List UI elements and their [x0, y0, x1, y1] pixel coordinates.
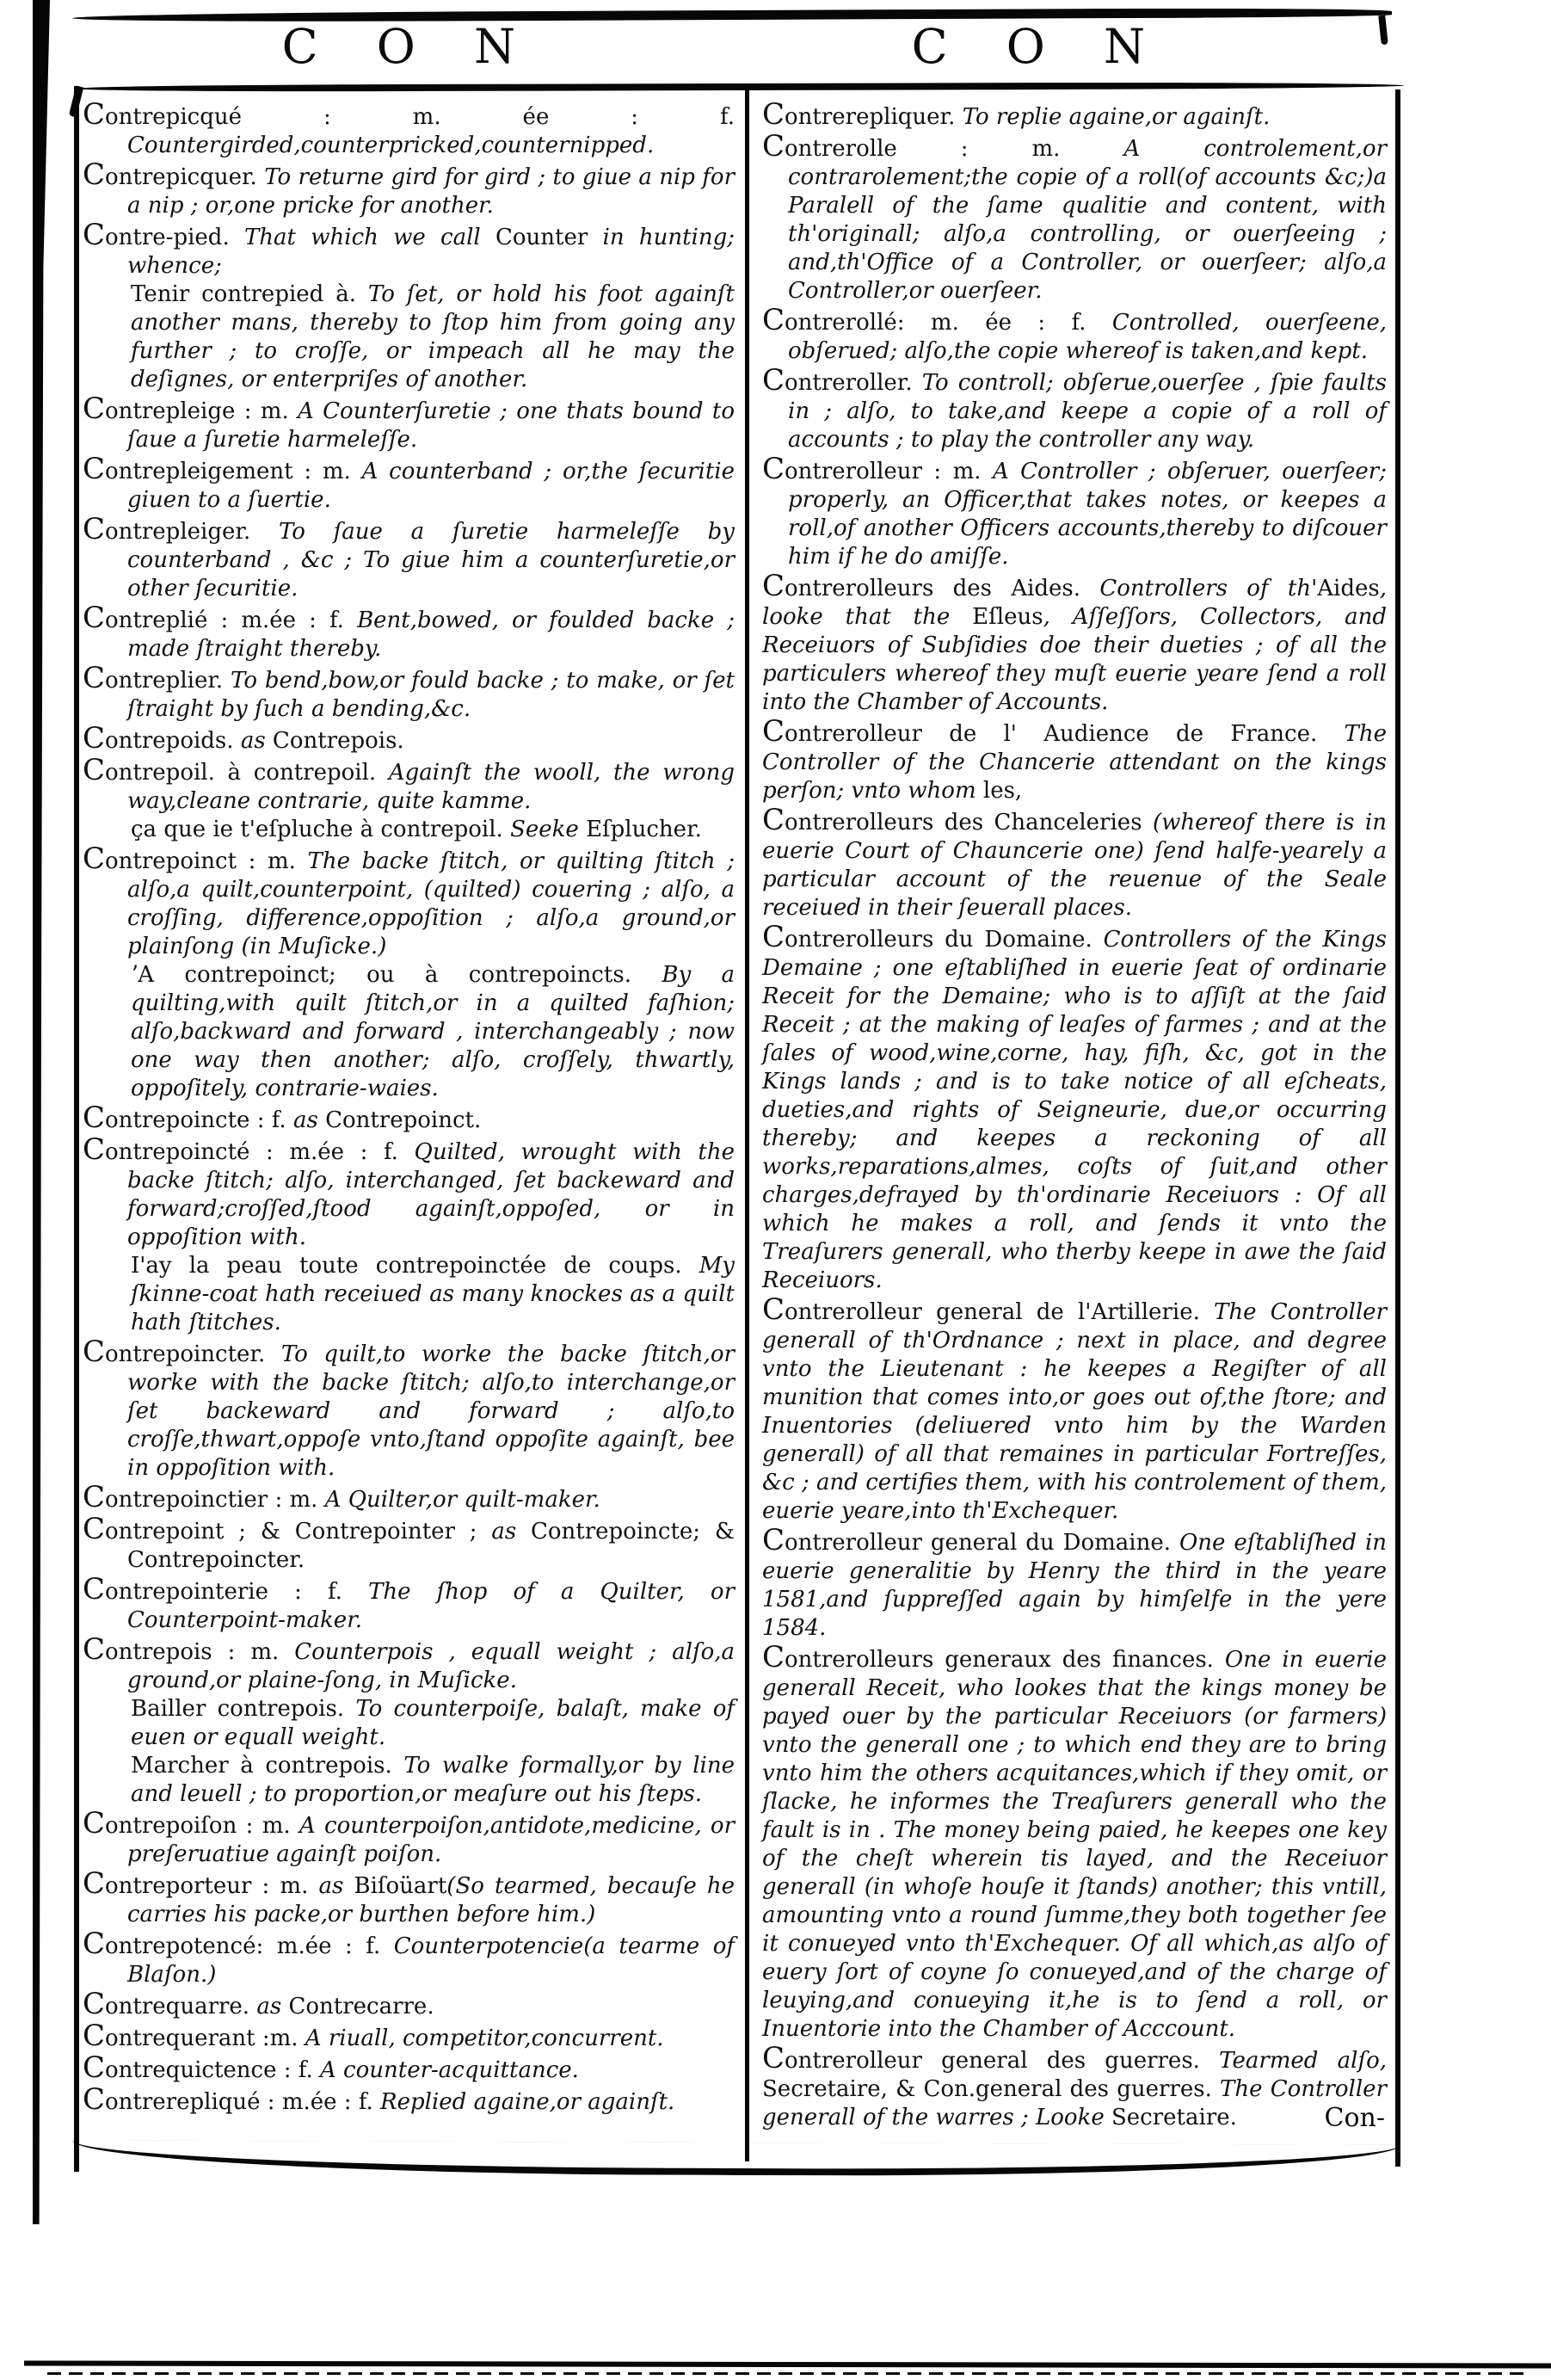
entry-initial-capital: C: [83, 2082, 106, 2117]
entry-gloss-text: (whereof there is in euerie Court of Chauncerie one) ſend halfe-yearely a particular account of the reuenue of the Seale receiued in their ſeuerall places.: [762, 810, 1387, 921]
dictionary-entry: [83, 454, 735, 515]
dictionary-entry: [83, 281, 735, 394]
catchword: Con-: [1324, 2103, 1385, 2133]
entry-initial-capital: C: [762, 363, 785, 398]
entry-initial-capital: C: [762, 97, 785, 132]
entry-gloss-text: To bend,bow,or fould backe ; to make, or ſet ſtraight by ſuch a bending,&c.: [127, 668, 735, 722]
entry-gloss-text: A counter-acquittance.: [320, 2057, 579, 2083]
entry-initial-capital: C: [83, 1512, 106, 1546]
entry-headword-text: Contrerolleur general de l'Artillerie.: [762, 1292, 1215, 1327]
entry-gloss-text: Counterpois , equall weight ; alſo,a ground,or plaine-ſong, in Muſicke.: [127, 1639, 735, 1693]
entry-gloss-text: Replied againe,or againſt.: [380, 2089, 675, 2115]
entry-gloss-text: (So tearmed, becauſe he carries his packe,or burthen before him.): [127, 1873, 735, 1927]
entry-headword-text: Tenir contrepied à.: [131, 281, 368, 307]
dictionary-entry: [762, 305, 1387, 366]
entry-headword-text: Contreroller.: [762, 363, 922, 398]
dictionary-entry: [83, 1806, 735, 1869]
dictionary-entry: [83, 1929, 735, 1989]
entry-initial-capital: C: [83, 2050, 106, 2085]
entry-headword-text: Contrecarre.: [288, 1994, 434, 2019]
entry-headword-text: Eſplucher.: [586, 817, 702, 842]
entry-gloss-text: To ſaue a ſuretie harmeleſſe by counterband , &c ; To giue him a counterſuretie,or other ſecuritie.: [127, 519, 735, 601]
entry-gloss-text: A riuall, competitor,concurrent.: [305, 2025, 664, 2051]
entry-gloss-text: as: [491, 1519, 531, 1545]
dictionary-entry: [83, 663, 735, 724]
dictionary-entry: [83, 961, 735, 1103]
header-rule: [74, 82, 1404, 92]
entry-gloss-text: Controllers of the Kings Demaine ; one eſtabliſhed in euerie ſeat of ordinarie Receit for the Demaine; who is to aſſiſt at the ſaid Receit ; at the making of leaſes of farmes ; and at the ſales of wood,wine,corne, hay, fiſh, &c, got in the Kings lands ; and is to take notice of all eſcheats, dueties,and rights of Seigneurie, due,or occurring thereby; and keepes a reckoning of all works,reparations,almes, coſts of ſuit,and other charges,defrayed by th'ordinarie Receiuors : Of all which he makes a roll, and ſends it vnto the Treaſurers generall, who therby keepe in awe the ſaid Receiuors.: [762, 927, 1388, 1293]
entry-initial-capital: C: [83, 218, 106, 252]
entry-headword-text: Bailler contrepois.: [131, 1696, 356, 1722]
entry-gloss-text: Quilted, wrought with the backe ſtitch; alſo, interchanged, ſet backeward and forward;croſſed,ſtood againſt,oppoſed, or in oppoſition with.: [127, 1139, 735, 1250]
entry-headword-text: Contrepicqué : m. ée : f.: [83, 97, 735, 132]
dictionary-entry: [83, 2021, 735, 2053]
entry-gloss-text: To returne gird for gird ; to giue a nip for a nip ; or,one pricke for another.: [127, 164, 735, 219]
entry-initial-capital: C: [83, 1927, 106, 1961]
entry-initial-capital: C: [83, 512, 106, 546]
entry-gloss-text: as: [256, 1994, 289, 2019]
entry-gloss-text: The Controller generall of th'Ordnance ; next in place, and degree vnto the Lieutenant : he keepes a Regiſter of all munition that comes into,or goes out of,the ſtore; and Inuentories (deliuered vnto him by the Warden generall) of all that remaines in particular Fortreſſes, &c ; and certifies them, with his controlement of them, euerie yeare,into th'Exchequer.: [762, 1299, 1387, 1524]
entry-headword-text: Contrepoint ; & Contrepointer ;: [83, 1512, 492, 1546]
running-head-left: C O N: [281, 19, 538, 74]
entry-gloss-text: Bent,bowed, or foulded backe ; made ſtraight thereby.: [127, 607, 735, 662]
entry-headword-text: Contrepleigement : m.: [83, 452, 362, 486]
dictionary-entry: [762, 1292, 1387, 1526]
entry-initial-capital: C: [83, 1806, 106, 1840]
entry-gloss-text: That which we call: [243, 225, 495, 250]
entry-headword-text: Contrepois.: [272, 728, 404, 754]
dictionary-entry: [83, 603, 735, 663]
entry-initial-capital: C: [83, 1101, 106, 1135]
entry-initial-capital: C: [83, 1335, 106, 1369]
entry-headword-text: Biſoüart: [354, 1873, 447, 1899]
dictionary-entry: [762, 129, 1387, 305]
entry-headword-text: Contrepois : m.: [83, 1632, 295, 1667]
entry-headword-text: Contrepoinct : m.: [83, 842, 308, 876]
entry-initial-capital: C: [83, 1132, 106, 1167]
entry-gloss-text: The backe ſtitch, or quilting ſtitch ; alſo,a quilt,counterpoint, (quilted) couering ; alſo, a croſſing, difference,oppoſition ; alſo,a ground,or plainſong (in Muſicke.): [127, 848, 735, 959]
entry-initial-capital: C: [762, 1292, 785, 1327]
entry-headword-text: Contrepointerie : f.: [83, 1572, 369, 1606]
entry-initial-capital: C: [762, 1640, 785, 1674]
entry-initial-capital: C: [762, 452, 785, 486]
entry-gloss-text: as: [292, 1107, 326, 1133]
entry-headword-text: Contreplié : m.ée : f.: [83, 601, 358, 635]
entry-headword-text: Contrepoil. à contrepoil.: [83, 753, 389, 787]
dictionary-entry: [762, 363, 1387, 454]
dictionary-entry: [83, 1337, 735, 1483]
entry-headword-text: Contrepoincter.: [83, 1335, 281, 1369]
dictionary-entry: [83, 1252, 735, 1337]
entry-gloss-text: The Controller of the Chancerie attendant on the kings perſon; vnto whom: [762, 721, 1387, 804]
dictionary-entry: [83, 1132, 735, 1252]
page-edge-shadow: [33, 0, 50, 2224]
entry-gloss-text: By a quilting,with quilt ſtitch,or in a quilted faſhion; alſo,backward and forward , interchangeably ; now one way then another; alſo, croſſely, thwartly, oppoſitely, contrarie-waies.: [131, 962, 735, 1101]
entry-gloss-text: as: [240, 728, 273, 754]
entry-gloss-text: A Counterſuretie ; one thats bound to ſaue a ſuretie harmeleſſe.: [127, 398, 735, 453]
page-bottom-rule: [24, 2360, 1551, 2368]
dictionary-entry: [83, 1514, 735, 1575]
entry-initial-capital: C: [83, 661, 106, 695]
top-rule-hook: [1378, 15, 1388, 46]
entry-initial-capital: C: [83, 1632, 106, 1667]
entry-gloss-text: A counterband ; or,the ſecuritie giuen to a ſuertie.: [127, 459, 735, 513]
entry-headword-text: Contre-pied.: [83, 218, 244, 252]
right-column: [762, 97, 1388, 2132]
entry-gloss-text: The ſhop of a Quilter, or Counterpoint-maker.: [127, 1579, 735, 1633]
left-column: [83, 97, 735, 2117]
entry-initial-capital: C: [83, 97, 106, 132]
entry-initial-capital: C: [762, 569, 785, 603]
entry-headword-text: Secretaire, & Con.general des guerres.: [762, 2076, 1221, 2102]
entry-initial-capital: C: [83, 1480, 106, 1514]
right-frame-line: [1395, 89, 1400, 2167]
entry-gloss-text: in hunting; whence;: [127, 225, 735, 279]
entry-headword-text: Contrerolleur : m.: [762, 452, 993, 486]
entry-gloss-text: To walke formally,or by line and leuell ; to proportion,or meaſure out his ſteps.: [131, 1753, 735, 1807]
dictionary-entry: [762, 922, 1387, 1295]
entry-initial-capital: C: [762, 803, 785, 837]
entry-headword-text: Contrequerant :m.: [83, 2019, 305, 2053]
entry-headword-text: Contrepleiger.: [83, 512, 279, 546]
entry-initial-capital: C: [762, 303, 785, 337]
entry-gloss-text: One eſtabliſhed in euerie generalitie by Henry the third in the yeare 1581,and ſuppreſſed again by himſelfe in the yere 1584.: [762, 1530, 1388, 1641]
entry-gloss-text: , Aſſeſſors, Collectors, and Receiuors of Subſidies doe their dueties ; of all the particulers whereof they muſt euerie yeare ſend a roll into the Chamber of Accounts.: [762, 604, 1387, 715]
entry-gloss-text: My ſkinne-coat hath receiued as many knockes as a quilt hath ſtitches.: [131, 1253, 735, 1335]
entry-initial-capital: C: [83, 452, 106, 486]
entry-gloss-text: , looke that the: [762, 576, 1387, 630]
entry-headword-text: Contrepoiſon : m.: [83, 1806, 299, 1840]
entry-initial-capital: C: [83, 842, 106, 876]
entry-initial-capital: C: [83, 1572, 106, 1606]
entry-gloss-text: To controll; obſerue,ouerſee , ſpie faults in ; alſo, to take,and keepe a copie of a roll of accounts ; to play the controller any way.: [788, 370, 1387, 453]
entry-initial-capital: C: [83, 157, 106, 192]
entry-headword-text: Contrepoincte : f.: [83, 1101, 293, 1135]
dictionary-entry: [83, 2082, 735, 2117]
dictionary-entry: [83, 1572, 735, 1635]
dictionary-entry: [83, 2050, 735, 2085]
entry-headword-text: ça que ie t'eſpluche à contrepoil.: [131, 817, 511, 842]
entry-headword-text: Contrepoids.: [83, 721, 241, 755]
running-head-right: C O N: [911, 19, 1167, 74]
entry-headword-text: Contrerolleurs des Aides.: [762, 569, 1100, 603]
entry-headword-text: Contrepotencé: m.ée : f.: [83, 1927, 394, 1961]
dictionary-entry: [83, 755, 735, 816]
entry-headword-text: Contrerollé: m. ée : f.: [762, 303, 1112, 337]
entry-gloss-text: Seeke: [510, 817, 587, 842]
entry-headword-text: Contrerolleurs generaux des finances.: [762, 1640, 1225, 1674]
entry-gloss-text: The Controller generall of the warres ; Looke: [762, 2076, 1387, 2130]
entry-headword-text: Contrequictence : f.: [83, 2050, 320, 2085]
entry-initial-capital: C: [762, 920, 785, 954]
entry-headword-text: Contrerolleur de l' Audience de France.: [762, 714, 1345, 749]
entry-headword-text: Secretaire.: [1111, 2105, 1237, 2130]
entry-initial-capital: C: [83, 1866, 106, 1901]
entry-gloss-text: To quilt,to worke the backe ſtitch,or worke with the backe ſtitch; alſo,to interchange,or ſet backeward and forward ; alſo,to croſſe,thwart,oppoſe vnto,ſtand oppoſite againſt, bee in oppoſition with.: [127, 1341, 735, 1481]
dictionary-entry: [83, 844, 735, 961]
entry-gloss-text: Controllers of th': [1099, 576, 1318, 601]
dictionary-entry: [762, 805, 1387, 922]
entry-gloss-text: A controlement,or contrarolement;the copie of a roll(of accounts &c;)a Paralell of the ſame qualitie and content, with th'originall; alſo,a controlling, or ouerſeeing ; and,th'Office of a Controller, or ouerſeer; alſo,a Controller,or ouerſeer.: [788, 136, 1387, 304]
page-bottom-rule-secondary: [47, 2372, 1527, 2375]
dictionary-entry: [83, 97, 735, 160]
dictionary-entry: [83, 1632, 735, 1695]
entry-gloss-text: To ſet, or hold his foot againſt another mans, thereby to ſtop him from going any further ; to croſſe, or impeach all he may the deſignes, or enterpriſes of another.: [131, 281, 735, 392]
entry-headword-text: Aides: [1317, 576, 1380, 601]
dictionary-entry: [762, 714, 1387, 805]
entry-gloss-text: A counterpoiſon,antidote,medicine, or preſeruatiue againſt poiſon.: [127, 1813, 735, 1867]
entry-gloss-text: Controlled, ouerſeene, obſerued; alſo,the copie whereof is taken,and kept.: [788, 310, 1387, 364]
entry-headword-text: Contrerepliqué : m.ée : f.: [83, 2082, 381, 2117]
dictionary-entry: [83, 1480, 735, 1514]
dictionary-entry: [83, 1103, 735, 1135]
entry-initial-capital: C: [83, 392, 106, 426]
entry-gloss-text: Tearmed alſo,: [1219, 2048, 1387, 2074]
entry-headword-text: Contrepoinctier : m.: [83, 1480, 325, 1514]
entry-headword-text: Marcher à contrepois.: [131, 1753, 404, 1779]
dictionary-entry: [83, 157, 735, 220]
entry-headword-text: les,: [982, 778, 1023, 804]
entry-gloss-text: Countergirded,counterpricked,counternipped.: [127, 133, 655, 158]
entry-headword-text: Counter: [495, 225, 588, 250]
entry-initial-capital: C: [83, 721, 106, 755]
entry-initial-capital: C: [762, 1523, 785, 1557]
entry-headword-text: I'ay la peau toute contrepoinctée de coups.: [131, 1253, 699, 1279]
entry-initial-capital: C: [762, 2041, 785, 2075]
left-frame-line: [74, 86, 79, 2172]
entry-initial-capital: C: [83, 753, 106, 787]
dictionary-entry: [762, 1640, 1387, 2044]
entry-initial-capital: C: [83, 1987, 106, 2021]
dictionary-entry: [83, 1695, 735, 1752]
entry-gloss-text: A Quilter,or quilt-maker.: [324, 1487, 600, 1513]
entry-headword-text: Contrerolle : m.: [762, 129, 1124, 163]
entry-initial-capital: C: [762, 129, 785, 163]
entry-headword-text: Contrepicquer.: [83, 157, 265, 192]
entry-initial-capital: C: [83, 2019, 106, 2053]
entry-gloss-text: as: [318, 1873, 354, 1899]
dictionary-entry: [762, 454, 1387, 571]
entry-gloss-text: Againſt the wooll, the wrong way,cleane contrarie, quite kamme.: [127, 760, 735, 814]
entry-headword-text: Contrerepliquer.: [762, 97, 963, 132]
entry-headword-text: Contrerolleur general du Domaine.: [762, 1523, 1179, 1557]
entry-initial-capital: C: [762, 714, 785, 749]
entry-gloss-text: Counterpotencie(a tearme of Blaſon.): [127, 1933, 735, 1988]
entry-headword-text: Contrerolleurs du Domaine.: [762, 920, 1104, 954]
entry-headword-text: Contreporteur : m.: [83, 1866, 319, 1901]
entry-gloss-text: One in euerie generall Receit, who lookes that the kings money be payed ouer by the particular Receiuors (or farmers) vnto the generall one ; to which end they are to bring vnto him the others acquitances,which if they omit, or ſlacke, he informes the Treaſurers generall who the fault is in . The money being paied, he keepes one key of the cheſt wherein tis layed, and the Receiuor generall (in whoſe houſe it ſtands) another; this vntill, amounting vnto a round ſumme,they both together ſee it conueyed vnto th'Exchequer. Of all which,as alſo of euery ſort of coyne ſo conueyed,and of the charge of leuying,and conueying it,he is to ſend a roll, or Inuentorie into the Chamber of Acccount.: [762, 1647, 1387, 2042]
dictionary-entry: [83, 220, 735, 281]
dictionary-entry: [83, 512, 735, 603]
entry-headword-text: Contrepoinct.: [325, 1107, 482, 1133]
entry-headword-text: Contreplier.: [83, 661, 231, 695]
dictionary-entry: [762, 1523, 1388, 1643]
dictionary-entry: [83, 721, 735, 755]
entry-initial-capital: C: [83, 601, 106, 635]
dictionary-entry: [762, 571, 1387, 717]
dictionary-entry: [762, 97, 1387, 132]
entry-headword-text: Eſleus: [972, 604, 1043, 630]
column-divider-line: [745, 89, 749, 2161]
entry-headword-text: Contrepleige : m.: [83, 392, 299, 426]
dictionary-entry: [83, 1752, 735, 1809]
entry-headword-text: Contrerolleurs des Chanceleries: [762, 803, 1153, 837]
dictionary-entry: [83, 816, 735, 844]
entry-headword-text: ʼA contrepoinct; ou à contrepoincts.: [131, 962, 662, 988]
entry-gloss-text: A Controller ; obſeruer, ouerſeer; properly, an Officer,that takes notes, or keepes a roll,of another Officers accounts,thereby to diſcouer him if he do amiſſe.: [788, 459, 1387, 570]
dictionary-entry: [83, 1989, 735, 2021]
entry-headword-text: Contrepoincté : m.ée : f.: [83, 1132, 415, 1167]
entry-headword-text: Contrerolleur general des guerres.: [762, 2041, 1220, 2075]
entry-gloss-text: To replie againe,or againſt.: [962, 104, 1271, 130]
entry-gloss-text: To counterpoiſe, balaſt, make of euen or equall weight.: [131, 1696, 735, 1750]
bottom-frame-rule: [72, 2140, 1400, 2177]
entry-headword-text: Contrepoincte; & Contrepoincter.: [127, 1519, 735, 1573]
dictionary-entry: [83, 394, 735, 454]
dictionary-entry: [83, 1866, 735, 1929]
entry-headword-text: Contrequarre.: [83, 1987, 257, 2021]
